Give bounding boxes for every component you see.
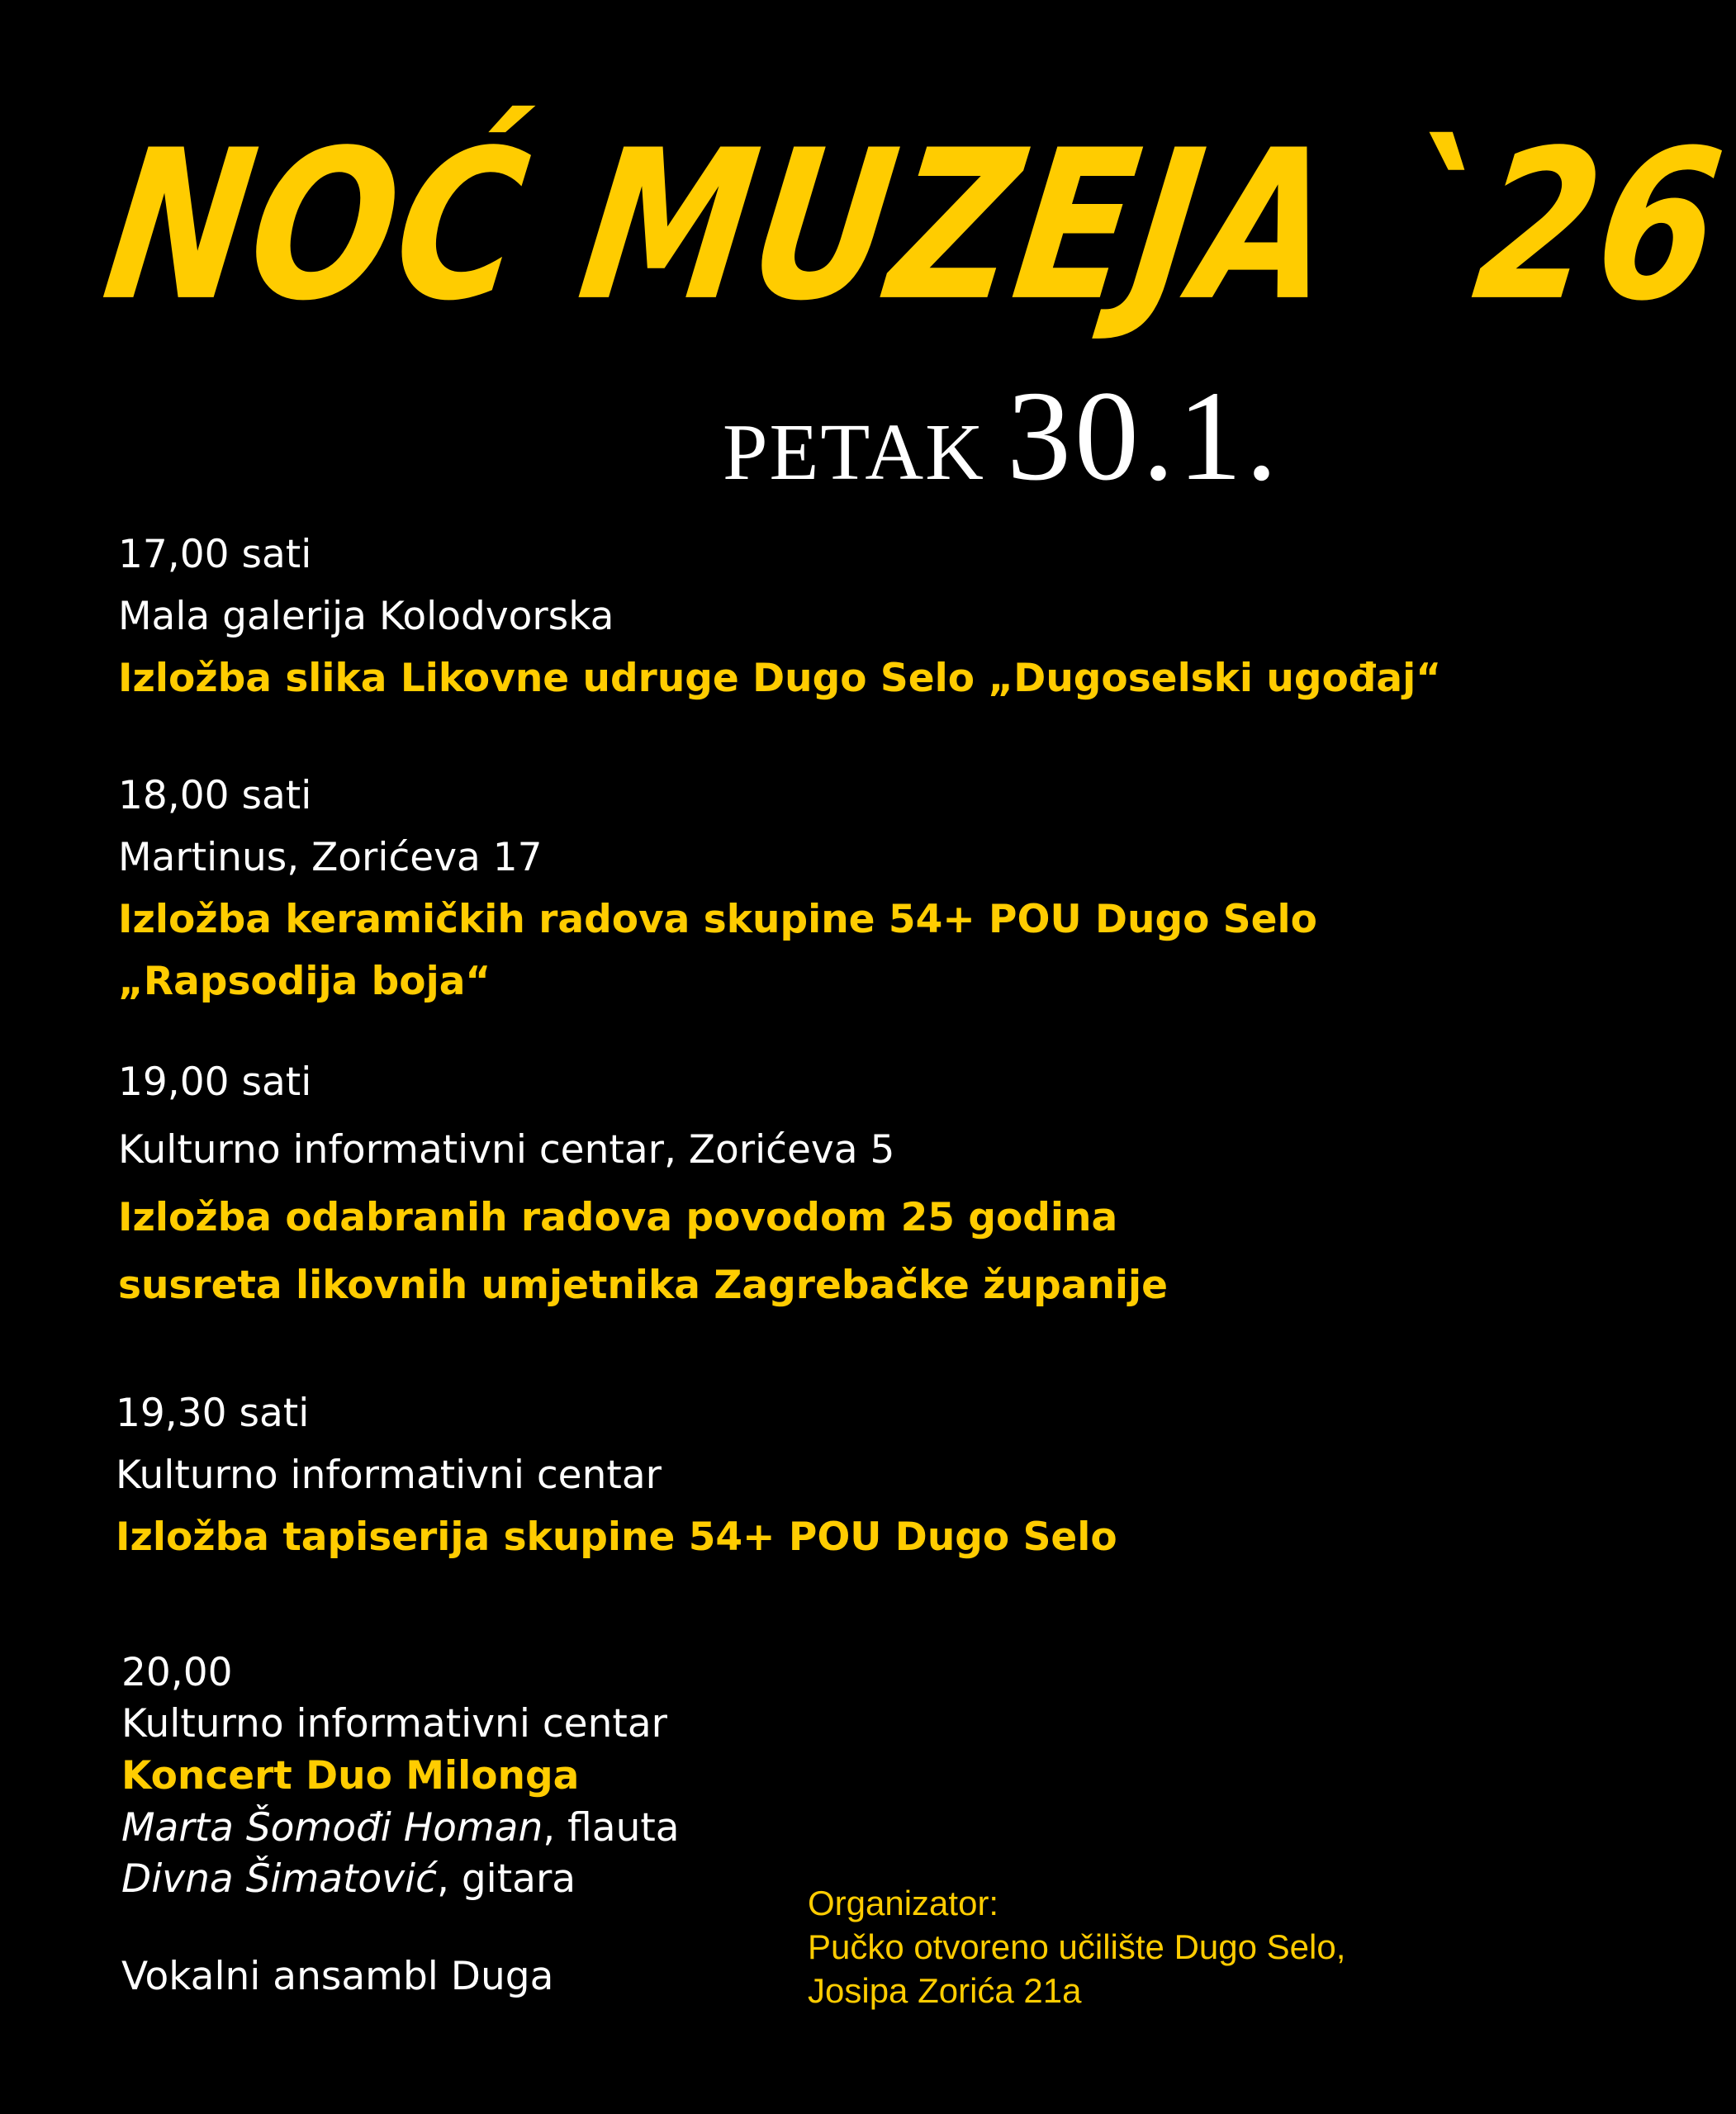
event-item-3 <box>118 1049 1168 1320</box>
event-time: 19,30 sati <box>116 1391 310 1436</box>
event-program: susreta likovnih umjetnika Zagrebačke županije <box>118 1263 1169 1308</box>
poster-title: NOĆ MUZEJA `26 <box>92 107 1736 347</box>
event-program: Izložba odabranih radova povodom 25 godina <box>118 1195 1118 1240</box>
performer-name: Divna Šimatović <box>121 1856 437 1902</box>
event-location: Martinus, Zorićeva 17 <box>118 835 543 880</box>
event-program: „Rapsodija boja“ <box>118 959 491 1004</box>
event-time: 17,00 sati <box>118 532 312 577</box>
event-location: Mala galerija Kolodvorska <box>118 594 614 639</box>
event-location: Kulturno informativni centar <box>116 1453 662 1498</box>
performer-1 <box>121 1803 680 1854</box>
event-program: Izložba tapiserija skupine 54+ POU Dugo Selo <box>116 1514 1117 1560</box>
event-location: Kulturno informativni centar, Zorićeva 5 <box>118 1127 895 1173</box>
organizer-label: Organizator: <box>808 1884 999 1922</box>
date-value: 30.1. <box>1006 364 1281 507</box>
performer-name: Marta Šomođi Homan <box>121 1805 543 1851</box>
event-program: Izložba keramičkih radova skupine 54+ POU Dugo Selo <box>118 897 1317 942</box>
event-item-2 <box>118 765 1317 1012</box>
performer-role: , flauta <box>543 1805 680 1851</box>
ensemble-name: Vokalni ansambl Duga <box>121 1954 554 1999</box>
event-program: Koncert Duo Milonga <box>121 1753 580 1799</box>
event-program: Izložba slika Likovne udruge Dugo Selo „Dugoselski ugođaj“ <box>118 656 1442 701</box>
performer-2 <box>121 1854 680 1905</box>
organizer-block <box>808 1881 1345 2012</box>
organizer-name: Pučko otvoreno učilište Dugo Selo, <box>808 1927 1346 1966</box>
event-location: Kulturno informativni centar <box>121 1701 667 1747</box>
event-time: 18,00 sati <box>118 773 312 818</box>
event-time: 20,00 <box>121 1650 233 1695</box>
performer-role: , gitara <box>436 1856 576 1902</box>
event-item-5 <box>121 1647 680 1905</box>
event-date <box>723 364 1281 507</box>
event-item-1 <box>118 524 1441 709</box>
event-time: 19,00 sati <box>118 1059 312 1105</box>
event-item-4 <box>116 1382 1117 1568</box>
organizer-address: Josipa Zorića 21a <box>808 1971 1082 2010</box>
day-label: PETAK <box>723 408 985 497</box>
